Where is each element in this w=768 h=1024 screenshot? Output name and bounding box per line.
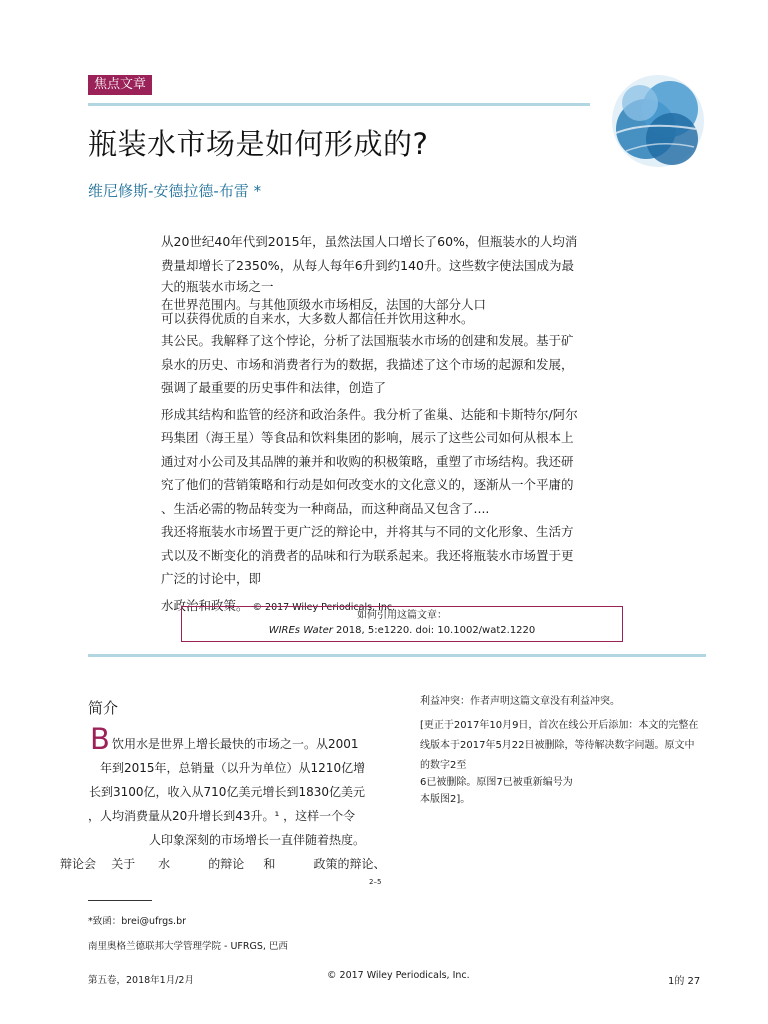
page-number: 1的 27 <box>668 976 701 987</box>
abstract-line: 大的瓶装水市场之一 <box>161 279 274 294</box>
footnote-divider <box>88 900 152 901</box>
correction-line: 的数字2至 <box>420 760 467 771</box>
intro-line: 长到3100亿，收入从710亿美元增长到1830亿美元 <box>89 785 365 799</box>
abstract-line: 我还将瓶装水市场置于更广泛的辩论中，并将其与不同的文化形象、生活方 <box>161 524 574 539</box>
citation-ref: 2018, 5:e1220. doi: 10.1002/wat2.1220 <box>332 625 536 636</box>
footer-volume: 第五卷，2018年1月/2月 <box>88 975 194 986</box>
drop-cap: B <box>90 722 110 756</box>
abstract <box>161 230 647 619</box>
citation-box <box>181 606 623 642</box>
correction-line: 6已被删除。原图7已被重新编号为 <box>420 777 573 788</box>
abstract-line: 可以获得优质的自来水，大多数人都信任并饮用这种水。 <box>161 311 474 326</box>
footnote-affiliation: 南里奥格兰德联邦大学管理学院 - UFRGS, 巴西 <box>88 941 288 952</box>
abstract-line: 通过对小公司及其品牌的兼并和收购的积极策略，重塑了市场结构。我还研 <box>161 453 574 469</box>
citation-heading: 如何引用这篇文章： <box>357 610 447 621</box>
abstract-copyright: © 2017 Wiley Periodicals, Inc. <box>252 601 396 613</box>
intro-line: 辩论会 关于 水 的辩论 和 政策的辩论、 <box>60 857 386 871</box>
header-divider <box>88 103 590 106</box>
abstract-line: 水政治和政策。 <box>161 597 249 613</box>
abstract-line: 其公民。我解释了这个悖论，分析了法国瓶装水市场的创建和发展。基于矿 <box>161 333 574 348</box>
citation-journal: WIREs Water <box>268 625 333 636</box>
abstract-line: 泉水的历史、市场和消费者行为的数据，我描述了这个市场的起源和发展， <box>161 356 574 372</box>
author-line: 维尼修斯-安德拉德-布雷 * <box>88 182 262 200</box>
section-tag: 焦点文章 <box>88 75 152 95</box>
abstract-line: 费量却增长了2350%，从每人每年6升到约140升。这些数字使法国成为最 <box>161 257 575 273</box>
conflict-statement: 利益冲突：作者声明这篇文章没有利益冲突。 <box>420 696 620 707</box>
intro-line: ，人均消费量从20升增长到43升。¹ ，这样一个令 <box>88 809 356 823</box>
intro-line: 人印象深刻的市场增长一直伴随着热度。 <box>149 833 366 847</box>
abstract-line: 在世界范围内。与其他顶级水市场相反，法国的大部分人口 <box>161 297 487 312</box>
intro-heading: 简介 <box>88 699 119 717</box>
correction-line: [更正于2017年10月9日，首次在线公开后添加：本文的完整在 <box>420 720 699 731</box>
superscript-ref: 2–5 <box>369 878 382 886</box>
footnote-email: *致函：brei@ufrgs.br <box>88 916 187 927</box>
abstract-line: 式以及不断变化的消费者的品味和行为联系起来。我还将瓶装水市场置于更 <box>161 547 574 563</box>
abstract-line: 、生活必需的物品转变为一种商品，而这种商品又包含了.... <box>161 500 490 516</box>
abstract-line: 广泛的讨论中，即 <box>161 571 262 586</box>
section-divider <box>88 654 706 657</box>
abstract-line: 强调了最重要的历史事件和法律，创造了 <box>161 380 387 395</box>
article-title: 瓶装水市场是如何形成的? <box>88 127 429 161</box>
correction-line: 本版图2]。 <box>420 794 471 805</box>
abstract-line: 究了他们的营销策略和行动是如何改变水的文化意义的，逐渐从一个平庸的 <box>161 477 574 492</box>
journal-logo-icon <box>606 73 704 171</box>
abstract-line: 玛集团（海王星）等食品和饮料集团的影响，展示了这些公司如何从根本上 <box>161 430 574 445</box>
footer-copyright: © 2017 Wiley Periodicals, Inc. <box>327 970 470 981</box>
abstract-line: 从20世纪40年代到2015年，虽然法国人口增长了60%，但瓶装水的人均消 <box>161 234 578 249</box>
intro-line: 年到2015年，总销量（以升为单位）从1210亿增 <box>100 761 366 775</box>
citation-reference <box>182 623 622 638</box>
intro-line: 饮用水是世界上增长最快的市场之一。从2001 <box>112 737 359 751</box>
abstract-line: 形成其结构和监管的经济和政治条件。我分析了雀巢、达能和卡斯特尔/阿尔 <box>161 406 578 422</box>
correction-line: 线版本于2017年5月22日被删除，等待解决数字问题。原文中 <box>420 740 695 751</box>
